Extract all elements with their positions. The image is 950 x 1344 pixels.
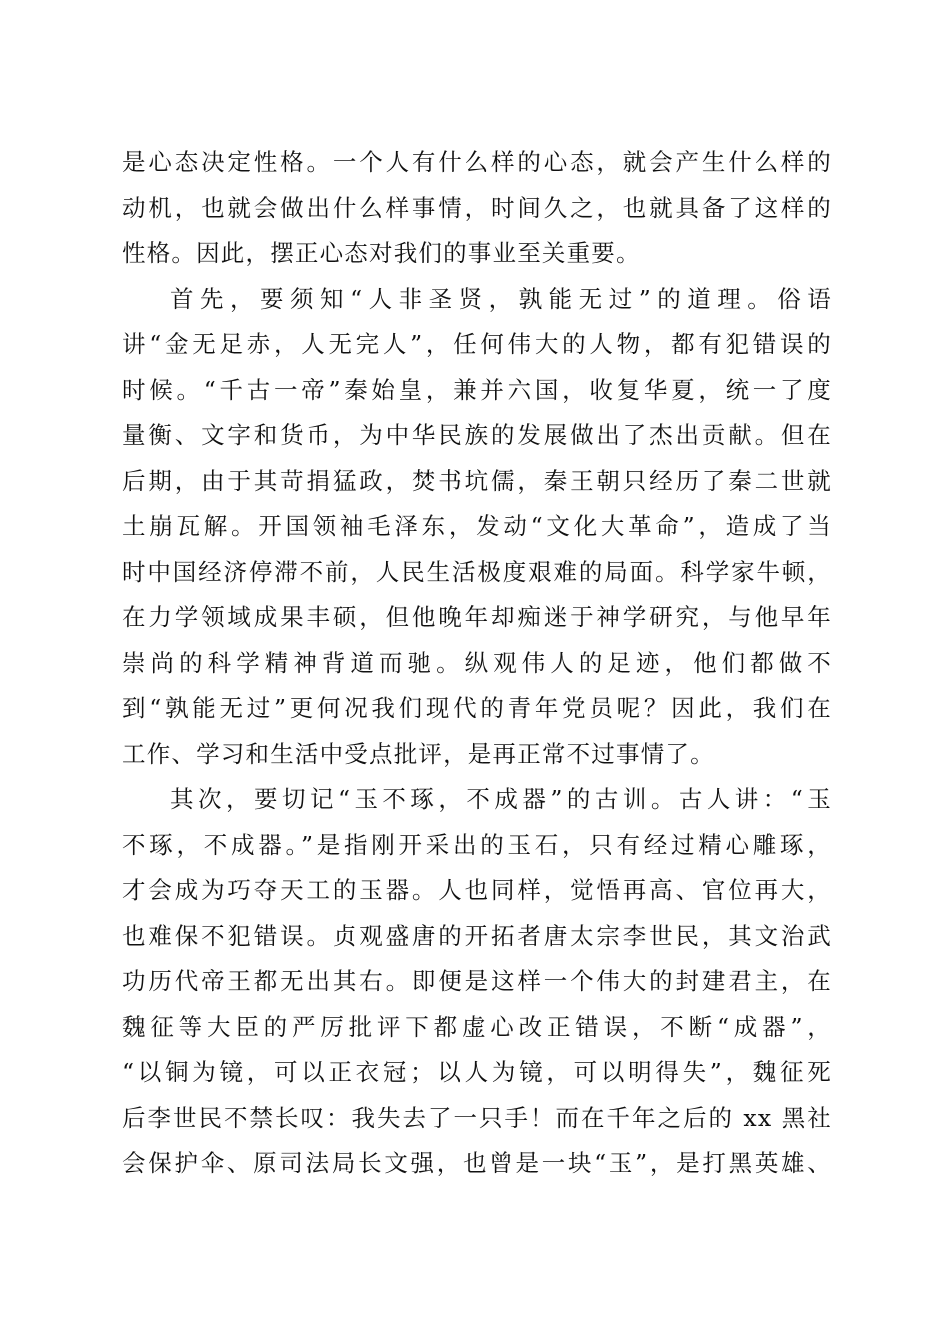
paragraph-3-line-8: 后李世民不禁长叹：我失去了一只手！而在千年之后的 xx 黑社 [122,1103,832,1132]
paragraph-1-line-1: 是心态决定性格。一个人有什么样的心态，就会产生什么样的 [122,148,832,176]
paragraph-2-line-9: 崇尚的科学精神背道而驰。纵观伟人的足迹，他们都做不 [122,648,832,677]
paragraph-3-line-4: 也难保不犯错误。贞观盛唐的开拓者唐太宗李世民，其文治武 [122,921,832,950]
paragraph-2-line-5: 后期，由于其苛捐猛政，焚书坑儒，秦王朝只经历了秦二世就 [122,466,832,495]
paragraph-3-line-7: “以铜为镜，可以正衣冠；以人为镜，可以明得失”，魏征死 [122,1058,832,1086]
body-text [122,140,832,1187]
paragraph-2-line-4: 量衡、文字和货币，为中华民族的发展做出了杰出贡献。但在 [122,421,832,449]
paragraph-2-line-6: 土崩瓦解。开国领袖毛泽东，发动“文化大革命”，造成了当 [122,512,832,540]
paragraph-2-line-7: 时中国经济停滞不前，人民生活极度艰难的局面。科学家牛顿， [122,557,832,586]
paragraph-1-line-2: 动机，也就会做出什么样事情，时间久之，也就具备了这样的 [122,193,832,222]
paragraph-3-line-3: 才会成为巧夺天工的玉器。人也同样，觉悟再高、官位再大， [122,876,832,904]
paragraph-3-line-5: 功历代帝王都无出其右。即便是这样一个伟大的封建君主，在 [122,967,832,995]
paragraph-3-line-6: 魏征等大臣的严厉批评下都虚心改正错误，不断“成器”， [122,1012,832,1041]
paragraph-2-line-2: 讲“金无足赤，人无完人”，任何伟大的人物，都有犯错误的 [122,330,832,358]
paragraph-2-line-3: 时候。“千古一帝”秦始皇，兼并六国，收复华夏，统一了度 [122,375,832,404]
paragraph-3-line-2: 不琢，不成器。”是指刚开采出的玉石，只有经过精心雕琢， [122,830,832,859]
paragraph-2-line-10: 到“孰能无过”更何况我们现代的青年党员呢？因此，我们在 [122,694,832,722]
paragraph-2-line-8: 在力学领域成果丰硕，但他晚年却痴迷于神学研究，与他早年 [122,603,832,631]
paragraph-3-line-9: 会保护伞、原司法局长文强，也曾是一块“玉”，是打黑英雄、 [122,1149,832,1177]
paragraph-1-line-3: 性格。因此，摆正心态对我们的事业至关重要。 [122,239,641,267]
paragraph-2-line-11: 工作、学习和生活中受点批评，是再正常不过事情了。 [122,739,715,768]
paragraph-2-line-1: 首先，要须知“人非圣贤，孰能无过”的道理。俗语 [170,284,832,313]
paragraph-3-line-1: 其次，要切记“玉不琢，不成器”的古训。古人讲：“玉 [170,785,832,813]
